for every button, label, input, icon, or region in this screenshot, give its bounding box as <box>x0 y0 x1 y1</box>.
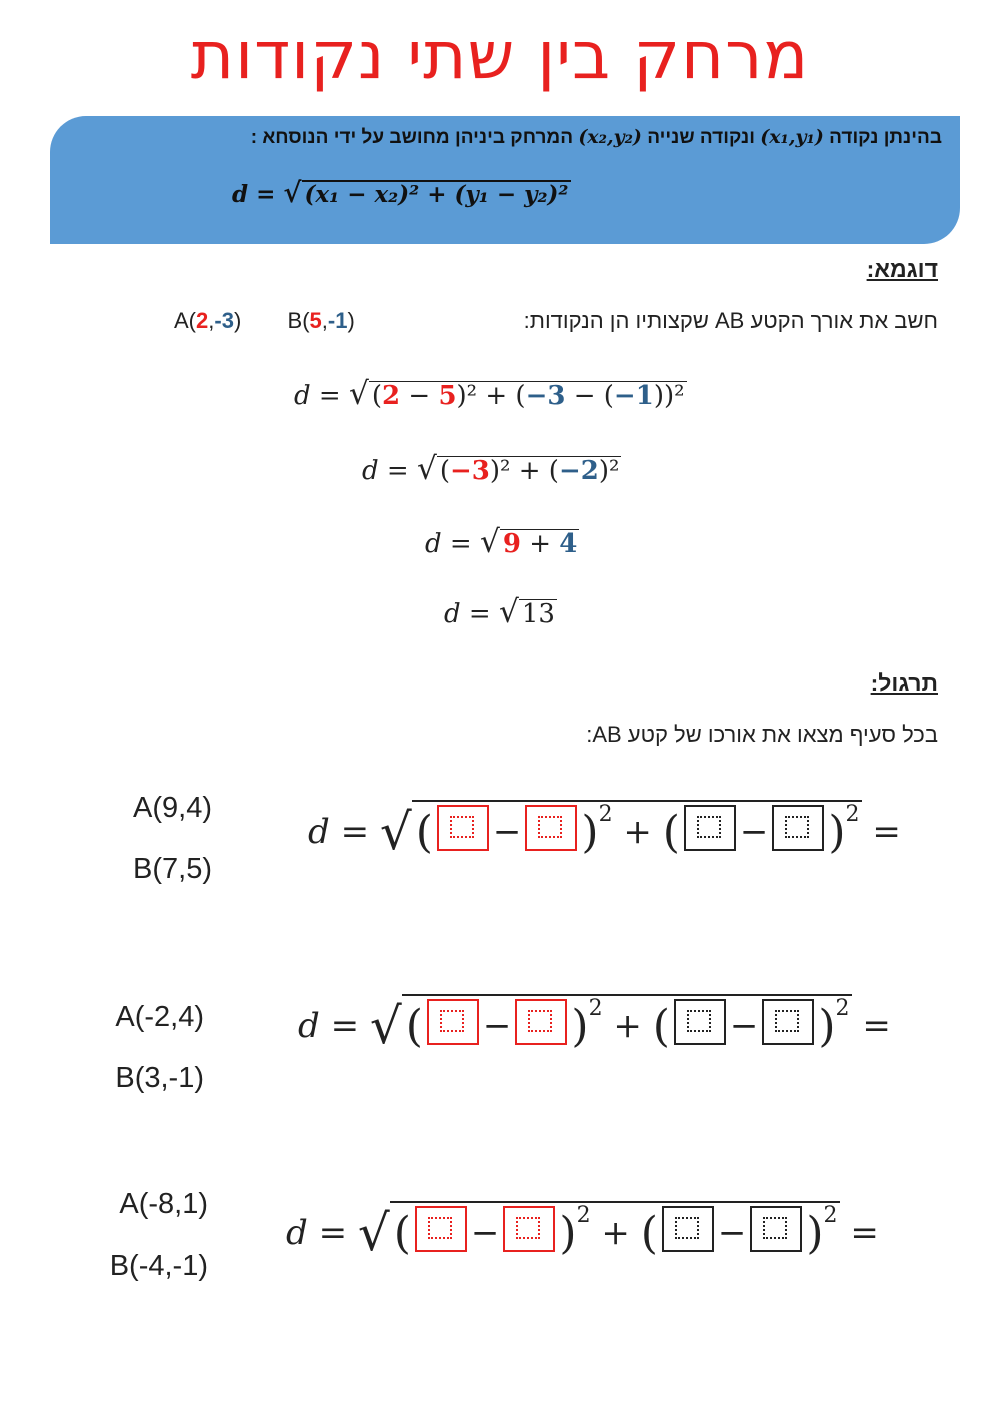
sqrt-icon: √ <box>348 376 369 412</box>
sqrt-icon: √ <box>369 997 402 1055</box>
example-step-4: d = √ 13 <box>444 594 555 630</box>
exercise-1-point-a: A(9,4) <box>133 792 212 824</box>
exercise-1-point-b: B(7,5) <box>133 853 212 885</box>
sqrt-icon: √ <box>283 176 302 209</box>
answer-box-y2[interactable] <box>772 805 824 851</box>
sqrt-icon: √ <box>479 524 500 560</box>
exercise-2-formula: d = √( − )$^2$ + ( − )$^2$ = <box>298 996 891 1055</box>
answer-box-x2[interactable] <box>503 1206 555 1252</box>
example-step-2: d = √ (−3)² + (−2)² <box>362 451 620 487</box>
answer-box-x1[interactable] <box>437 805 489 851</box>
answer-box-y2[interactable] <box>750 1206 802 1252</box>
example-step-3: d = √ 9 + 4 <box>425 524 578 560</box>
formula-radicand: (x₁ − x₂)² + (y₁ − y₂)² <box>302 180 571 208</box>
answer-box-x1[interactable] <box>415 1206 467 1252</box>
exercise-2-point-b: B(3,-1) <box>115 1062 204 1094</box>
practice-heading: תרגול: <box>870 670 938 696</box>
answer-box-x1[interactable] <box>427 999 479 1045</box>
point-b: B(5,-1) <box>287 308 355 333</box>
answer-box-y1[interactable] <box>674 999 726 1045</box>
answer-box-y1[interactable] <box>662 1206 714 1252</box>
exercise-1-formula: d = √( − )$^2$ + ( − )$^2$ = <box>308 802 901 861</box>
sqrt-icon: √ <box>416 451 437 487</box>
practice-instruction: בכל סעיף מצאו את אורכו של קטע AB: <box>586 722 938 747</box>
page-title: מרחק בין שתי נקודות <box>190 17 810 94</box>
answer-box-x2[interactable] <box>515 999 567 1045</box>
example-task: חשב את אורך הקטע AB שקצותיו הן הנקודות: <box>523 308 938 333</box>
sqrt-icon: √ <box>357 1204 390 1262</box>
point-a: A(2,-3) <box>174 308 242 333</box>
exercise-3-point-a: A(-8,1) <box>119 1188 208 1220</box>
answer-box-y1[interactable] <box>684 805 736 851</box>
example-heading: דוגמא: <box>866 256 938 282</box>
banner-point-1: (x₁,y₁) <box>760 126 824 148</box>
exercise-3-point-b: B(-4,-1) <box>109 1250 208 1282</box>
exercise-3-formula: d = √( − )$^2$ + ( − )$^2$ = <box>286 1203 879 1262</box>
banner-text-c: המרחק ביניהן מחושב על ידי הנוסחא : <box>250 127 574 148</box>
exercise-2-point-a: A(-2,4) <box>115 1001 204 1033</box>
example-points <box>174 308 355 334</box>
banner-point-2: (x₂,y₂) <box>578 126 642 148</box>
answer-box-x2[interactable] <box>525 805 577 851</box>
formula-banner <box>50 116 960 244</box>
example-step-1: d = √ (2 − 5)² + (−3 − (−1))² <box>294 376 685 412</box>
sqrt-icon: √ <box>379 803 412 861</box>
sqrt-icon: √ <box>498 594 519 630</box>
banner-text-b: ונקודה שנייה <box>647 127 755 148</box>
answer-box-y2[interactable] <box>762 999 814 1045</box>
banner-definition <box>251 126 942 149</box>
banner-text-a: בהינתן נקודה <box>829 127 942 148</box>
distance-formula <box>232 176 571 209</box>
formula-lhs: d = <box>232 181 284 208</box>
